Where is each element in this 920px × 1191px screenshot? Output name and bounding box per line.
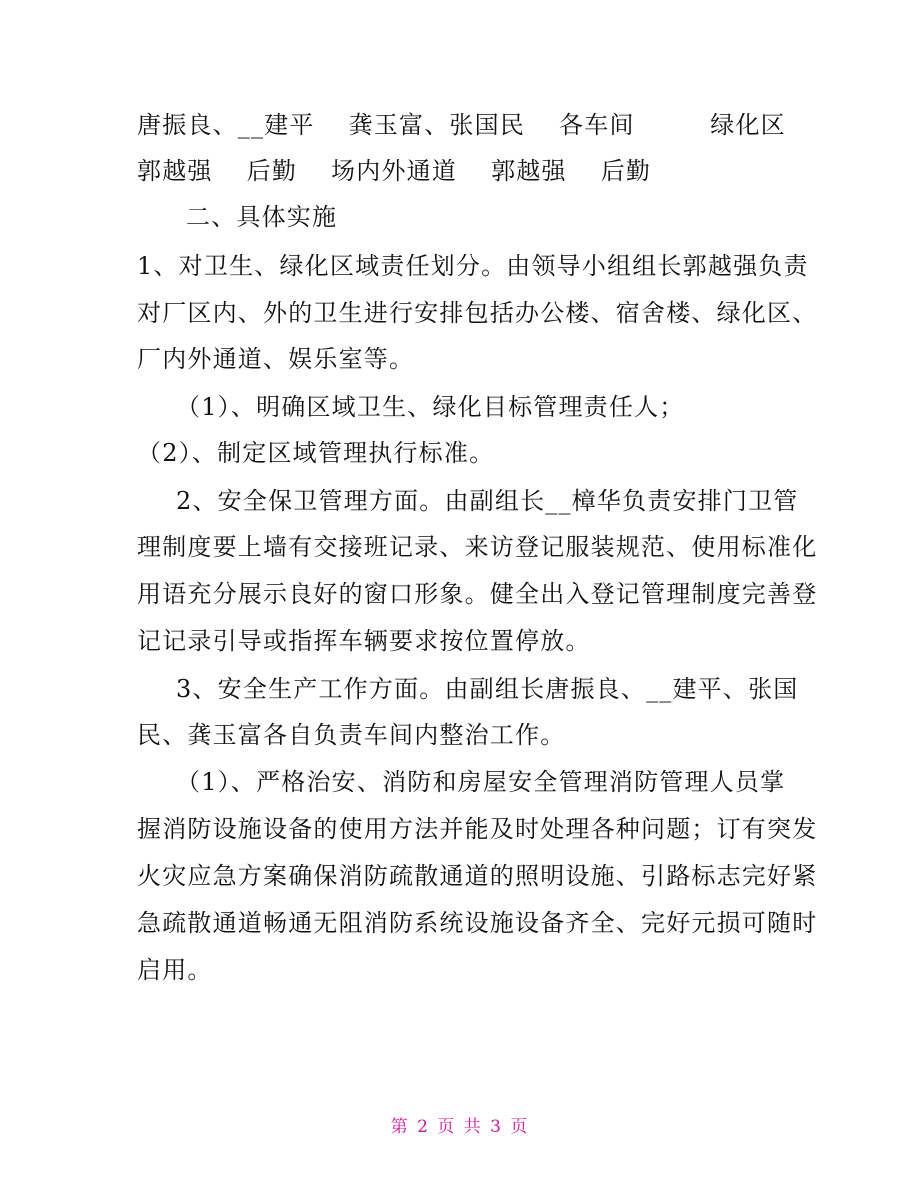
paragraph-line: 急疏散通道畅通无阻消防系统设施设备齐全、完好元损可随时	[137, 909, 818, 937]
text-line-roster-1: 唐振良、__建平 龚玉富、张国民 各车间 绿化区	[137, 111, 786, 139]
paragraph-line: 2、安全保卫管理方面。由副组长__樟华负责安排门卫管	[176, 487, 799, 515]
paragraph-line: 火灾应急方案确保消防疏散通道的照明设施、引路标志完好紧	[137, 862, 818, 890]
paragraph-line: 民、龚玉富各自负责车间内整治工作。	[137, 721, 566, 749]
section-heading: 二、具体实施	[186, 203, 338, 231]
paragraph-line: 握消防设施设备的使用方法并能及时处理各种问题；订有突发	[137, 815, 818, 843]
paragraph-line: 启用。	[137, 956, 213, 984]
paragraph-line: 对厂区内、外的卫生进行安排包括办公楼、宿舍楼、绿化区、	[137, 299, 818, 327]
list-item: （1）、明确区域卫生、绿化目标管理责任人；	[176, 393, 685, 421]
paragraph-line: 用语充分展示良好的窗口形象。健全出入登记管理制度完善登	[137, 580, 818, 608]
paragraph-line: 理制度要上墙有交接班记录、来访登记服装规范、使用标准化	[137, 533, 818, 561]
paragraph-line: 3、安全生产工作方面。由副组长唐振良、__建平、张国	[176, 675, 799, 703]
paragraph-line: 1、对卫生、绿化区域责任划分。由领导小组组长郭越强负责	[137, 252, 809, 280]
paragraph-line: 厂内外通道、娱乐室等。	[137, 345, 415, 373]
text-line-roster-2: 郭越强 后勤 场内外通道 郭越强 后勤	[137, 157, 652, 185]
list-item: （1）、严格治安、消防和房屋安全管理消防管理人员掌	[176, 768, 786, 796]
list-item: （2）、制定区域管理执行标准。	[137, 439, 495, 467]
page-number-footer: 第 2 页 共 3 页	[390, 1117, 530, 1137]
paragraph-line: 记记录引导或指挥车辆要求按位置停放。	[137, 627, 591, 655]
